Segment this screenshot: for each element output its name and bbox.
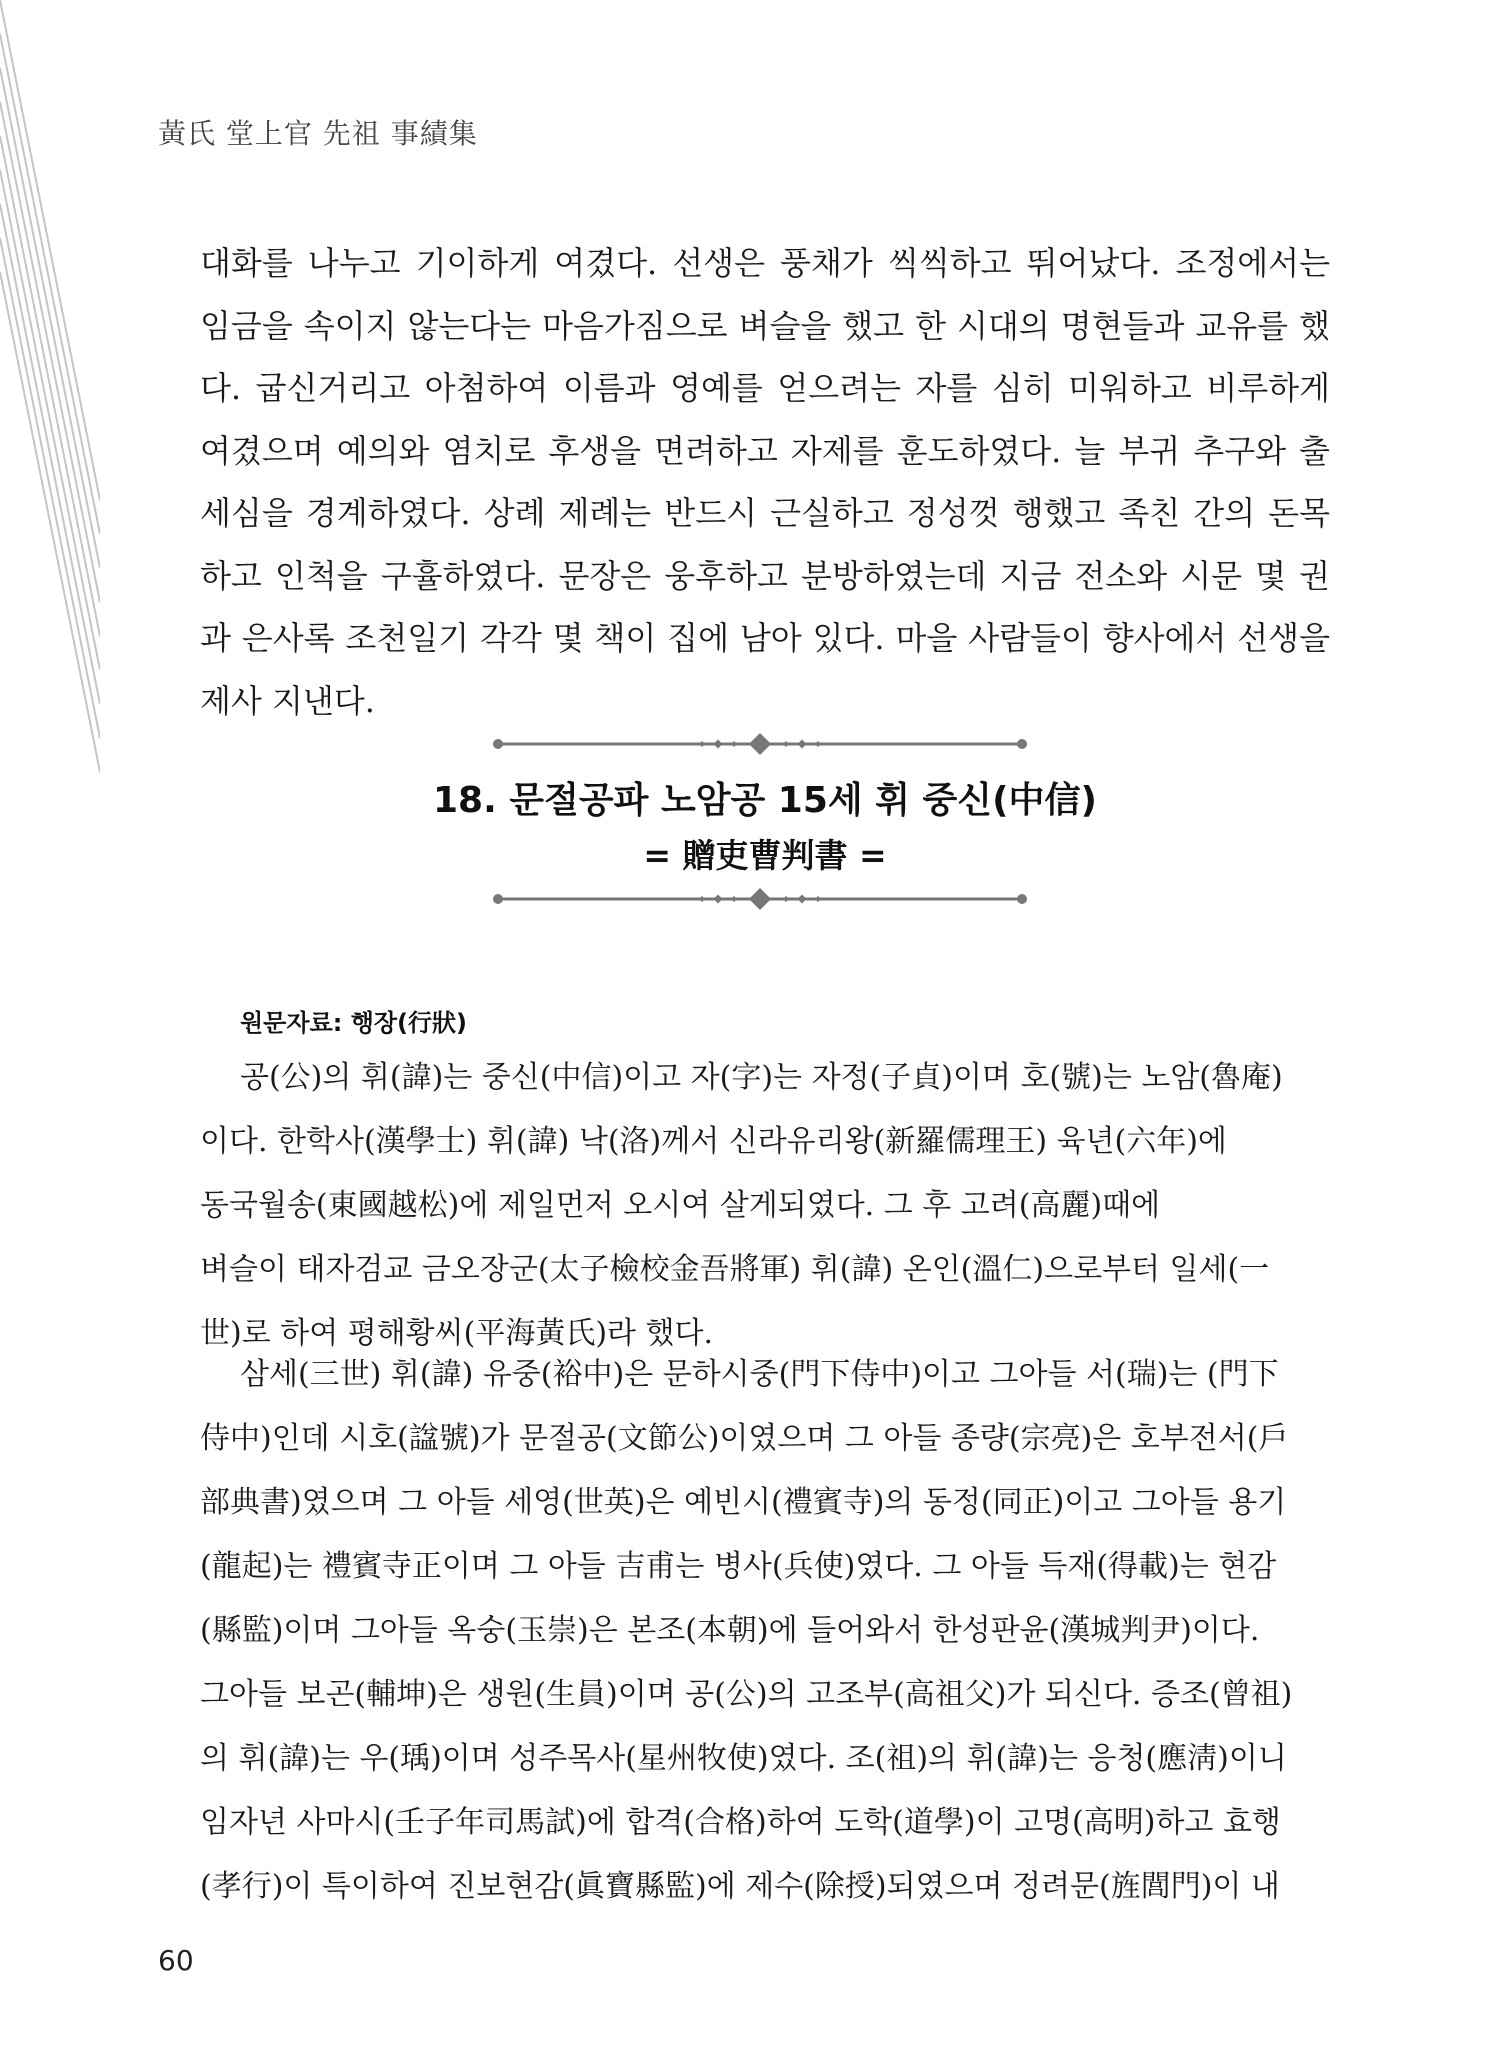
text-line: 임자년 사마시(壬子年司馬試)에 합격(合格)하여 도학(道學)이 고명(高明)하고 효행 (200, 1805, 1281, 1840)
text-line: 部典書)였으며 그 아들 세영(世英)은 예빈시(禮賓寺)의 동정(同正)이고 그아들 용기 (200, 1485, 1287, 1520)
text-line: 벼슬이 태자검교 금오장군(太子檢校金吾將軍) 휘(諱) 온인(溫仁)으로부터 일세(一 (200, 1252, 1270, 1287)
ornament-end-dot (1017, 894, 1027, 904)
ornament-end-dot (1017, 739, 1027, 749)
paragraph-1-text: 대화를 나누고 기이하게 여겼다. 선생은 풍채가 씩씩하고 뛰어났다. 조정에서는 임금을 속이지 않는다는 마음가짐으로 벼슬을 했고 한 시대의 명현들과 교유를 했다. 굽신거리고 아첨하여 이름과 영예를 얻으려는 자를 심히 미워하고 비루하게 여겼으며 예의와 염치로 후생을 면려하고 자제를 훈도하였다. 늘 부귀 추구와 출세심을 경계하였다. 상례 제례는 반드시 근실하고 정성껏 행했고 족친 간의 돈목하고 인척을 구휼하였다. 문장은 웅후하고 분방하였는데 지금 전소와 시문 몇 권과 은사록 조천일기 각각 몇 책이 집에 남아 있다. 마을 사람들이 향사에서 선생을 제사 지낸다. (200, 244, 1330, 720)
text-line: 삼세(三世) 휘(諱) 유중(裕中)은 문하시중(門下侍中)이고 그아들 서(瑞)는 (門下 (240, 1357, 1279, 1392)
text-line: (龍起)는 禮賓寺正이며 그 아들 吉甫는 병사(兵使)였다. 그 아들 득재(得載)는 현감 (200, 1549, 1277, 1584)
title-ornament-top (492, 732, 1028, 756)
ornament-small-diamond (731, 896, 737, 902)
ornament-small-diamond (815, 741, 821, 747)
title-ornament-bottom (492, 887, 1028, 911)
text-line: 侍中)인데 시호(諡號)가 문절공(文節公)이였으며 그 아들 종량(宗亮)은 호부전서(戶 (200, 1421, 1289, 1456)
page-number: 60 (158, 1944, 194, 1977)
source-label: 원문자료: 행장(行狀) (240, 1009, 467, 1037)
stripe-line (0, 136, 100, 636)
ornament-end-dot (493, 894, 503, 904)
ornament-small-diamond (783, 741, 789, 747)
text-line: 世)로 하여 평해황씨(平海黃氏)라 했다. (200, 1316, 714, 1351)
diamond-divider-icon (749, 888, 771, 910)
text-line: 의 휘(諱)는 우(瑀)이며 성주목사(星州牧使)였다. 조(祖)의 휘(諱)는 응청(應淸)이니 (200, 1741, 1287, 1776)
paragraph-2 (200, 1046, 1330, 1366)
ornament-small-diamond (699, 741, 705, 747)
paragraph-1 (200, 232, 1330, 732)
diamond-divider-icon (749, 733, 771, 755)
section-title: 18. 문절공파 노암공 15세 휘 중신(中信) (433, 780, 1097, 821)
section-subtitle: = 贈吏曹判書 = (643, 836, 887, 875)
text-line: (縣監)이며 그아들 옥숭(玉崇)은 본조(本朝)에 들어와서 한성판윤(漢城判尹)이다. (200, 1613, 1260, 1648)
corner-stripe-decoration (0, 0, 100, 820)
text-line: (孝行)이 특이하여 진보현감(眞寶縣監)에 제수(除授)되였으며 정려문(旌閭門)이 내 (200, 1869, 1280, 1904)
ornament-small-diamond (699, 896, 705, 902)
ornament-small-diamond (714, 740, 723, 749)
text-line: 그아들 보곤(輔坤)은 생원(生員)이며 공(公)의 고조부(高祖父)가 되신다. 증조(曾祖) (200, 1677, 1293, 1712)
running-header: 黃氏 堂上官 先祖 事績集 (158, 117, 478, 150)
text-line: 공(公)의 휘(諱)는 중신(中信)이고 자(字)는 자정(子貞)이며 호(號)는 노암(魯庵) (240, 1060, 1283, 1095)
paragraph-3 (200, 1343, 1330, 1919)
ornament-small-diamond (783, 896, 789, 902)
ornament-small-diamond (798, 895, 807, 904)
text-line: 이다. 한학사(漢學士) 휘(諱) 낙(洛)께서 신라유리왕(新羅儒理王) 육년(六年)에 (200, 1124, 1227, 1159)
ornament-small-diamond (798, 740, 807, 749)
ornament-small-diamond (731, 741, 737, 747)
ornament-end-dot (493, 739, 503, 749)
ornament-small-diamond (815, 896, 821, 902)
ornament-small-diamond (714, 895, 723, 904)
text-line: 동국월송(東國越松)에 제일먼저 오시여 살게되였다. 그 후 고려(高麗)때에 (200, 1188, 1161, 1223)
